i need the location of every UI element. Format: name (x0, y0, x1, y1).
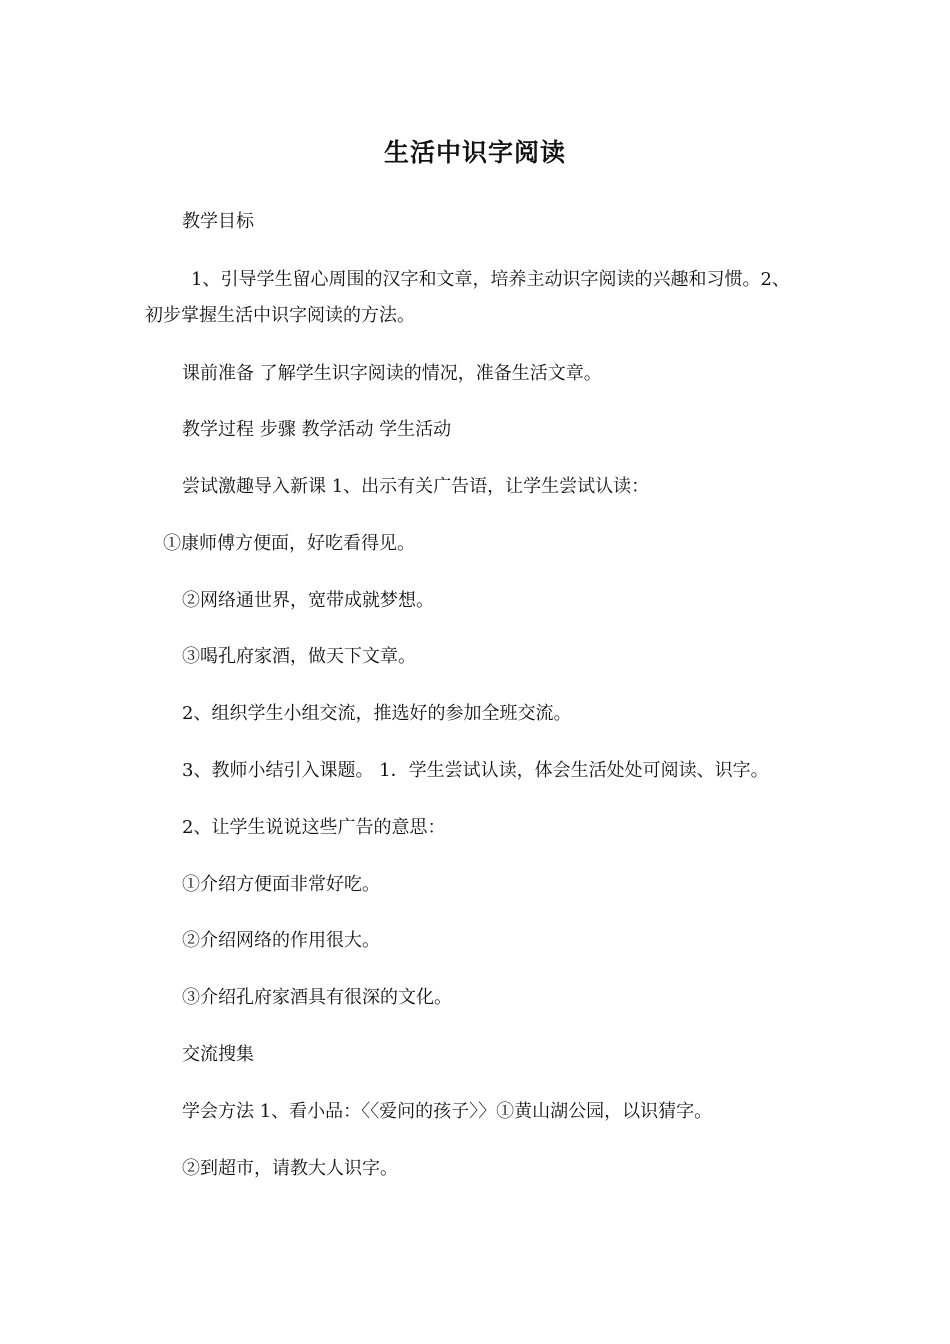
paragraph-group-discussion: 2、组织学生小组交流，推选好的参加全班交流。 (182, 703, 572, 724)
paragraph-goal-2-continued: 初步掌握生活中识字阅读的方法。 (145, 305, 415, 326)
paragraph-supermarket: ②到超市，请教大人识字。 (182, 1158, 398, 1179)
paragraph-exchange-collect: 交流搜集 (182, 1044, 254, 1065)
paragraph-meaning-2: ②介绍网络的作用很大。 (182, 930, 380, 951)
document-title: 生活中识字阅读 (383, 138, 566, 167)
paragraph-step-intro: 尝试激趣导入新课 1、出示有关广告语，让学生尝试认读： (182, 476, 650, 497)
paragraph-learn-method: 学会方法 1、看小品：〈〈爱问的孩子〉〉①黄山湖公园，以识猜字。 (182, 1101, 713, 1122)
paragraph-process-header: 教学过程 步骤 教学活动 学生活动 (182, 419, 452, 440)
paragraph-preparation: 课前准备 了解学生识字阅读的情况，准备生活文章。 (182, 363, 602, 384)
paragraph-slogan-3: ③喝孔府家酒，做天下文章。 (182, 646, 416, 667)
paragraph-teaching-goals-heading: 教学目标 (182, 211, 254, 232)
paragraph-meaning-1: ①介绍方便面非常好吃。 (182, 874, 380, 895)
paragraph-goal-1: 1、引导学生留心周围的汉字和文章，培养主动识字阅读的兴趣和习惯。2、 (191, 269, 790, 290)
paragraph-slogan-1: ①康师傅方便面，好吃看得见。 (163, 533, 415, 554)
paragraph-teacher-summary: 3、教师小结引入课题。 1．学生尝试认读，体会生活处处可阅读、识字。 (182, 760, 769, 781)
paragraph-ad-meaning: 2、让学生说说这些广告的意思： (182, 817, 446, 838)
paragraph-slogan-2: ②网络通世界，宽带成就梦想。 (182, 590, 434, 611)
paragraph-meaning-3: ③介绍孔府家酒具有很深的文化。 (182, 987, 452, 1008)
